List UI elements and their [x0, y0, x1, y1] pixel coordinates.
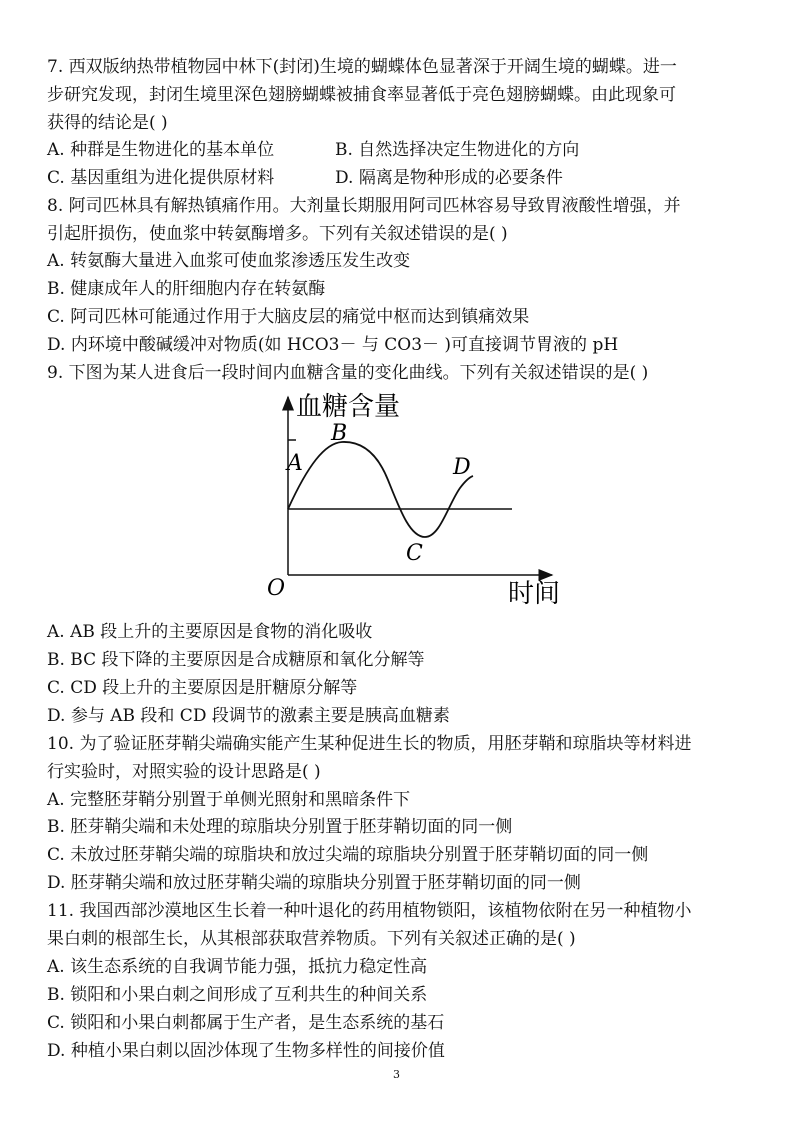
q8-option-b: B. 健康成年人的肝细胞内存在转氨酶 — [47, 279, 326, 299]
point-a-label: A — [287, 451, 303, 476]
blood-glucose-graph — [260, 385, 570, 610]
page-number: 3 — [393, 1068, 400, 1081]
q8-option-c: C. 阿司匹林可能通过作用于大脑皮层的痛觉中枢而达到镇痛效果 — [47, 307, 530, 327]
q8-stem-line-2: 引起肝损伤，使血浆中转氨酶增多。下列有关叙述错误的是( ) — [47, 224, 508, 244]
point-d-label: D — [453, 455, 471, 480]
q11-option-c: C. 锁阳和小果白刺都属于生产者，是生态系统的基石 — [47, 1013, 445, 1033]
q11-option-d: D. 种植小果白刺以固沙体现了生物多样性的间接价值 — [47, 1041, 445, 1061]
q7-option-a: A. 种群是生物进化的基本单位 — [47, 140, 275, 160]
q10-stem-line-2: 行实验时，对照实验的设计思路是( ) — [47, 762, 321, 782]
q10-option-a: A. 完整胚芽鞘分别置于单侧光照射和黑暗条件下 — [47, 790, 411, 810]
q10-option-d: D. 胚芽鞘尖端和放过胚芽鞘尖端的琼脂块分别置于胚芽鞘切面的同一侧 — [47, 873, 581, 893]
q8-option-d: D. 内环境中酸碱缓冲对物质(如 HCO3－ 与 CO3－ )可直接调节胃液的 pH — [47, 335, 619, 355]
q7-option-c: C. 基因重组为进化提供原材料 — [47, 168, 275, 188]
q7-stem-line-1: 7. 西双版纳热带植物园中林下(封闭)生境的蝴蝶体色显著深于开阔生境的蝴蝶。进一 — [47, 57, 677, 77]
q11-option-b: B. 锁阳和小果白刺之间形成了互利共生的种间关系 — [47, 985, 428, 1005]
q11-option-a: A. 该生态系统的自我调节能力强，抵抗力稳定性高 — [47, 957, 428, 977]
q9-option-a: A. AB 段上升的主要原因是食物的消化吸收 — [47, 622, 373, 642]
x-axis-label: 时间 — [508, 579, 561, 609]
q8-option-a: A. 转氨酶大量进入血浆可使血浆渗透压发生改变 — [47, 251, 411, 271]
q7-stem-line-2: 步研究发现，封闭生境里深色翅膀蝴蝶被捕食率显著低于亮色翅膀蝴蝶。由此现象可 — [47, 85, 676, 105]
glucose-curve — [288, 442, 473, 537]
q11-stem-line-1: 11. 我国西部沙漠地区生长着一种叶退化的药用植物锁阳，该植物依附在另一种植物小 — [47, 901, 692, 921]
q9-option-d: D. 参与 AB 段和 CD 段调节的激素主要是胰高血糖素 — [47, 706, 450, 726]
origin-label: O — [267, 576, 286, 601]
point-c-label: C — [406, 541, 423, 566]
q11-stem-line-2: 果白刺的根部生长，从其根部获取营养物质。下列有关叙述正确的是( ) — [47, 929, 576, 949]
y-axis-label: 血糖含量 — [296, 392, 401, 422]
q7-stem-line-3: 获得的结论是( ) — [47, 113, 168, 133]
q7-option-b: B. 自然选择决定生物进化的方向 — [335, 140, 580, 160]
q10-option-b: B. 胚芽鞘尖端和未处理的琼脂块分别置于胚芽鞘切面的同一侧 — [47, 817, 513, 837]
q10-option-c: C. 未放过胚芽鞘尖端的琼脂块和放过尖端的琼脂块分别置于胚芽鞘切面的同一侧 — [47, 845, 649, 865]
q9-option-b: B. BC 段下降的主要原因是合成糖原和氧化分解等 — [47, 650, 425, 670]
q9-option-c: C. CD 段上升的主要原因是肝糖原分解等 — [47, 678, 358, 698]
point-b-label: B — [331, 421, 348, 446]
q7-option-d: D. 隔离是物种形成的必要条件 — [335, 168, 563, 188]
q8-stem-line-1: 8. 阿司匹林具有解热镇痛作用。大剂量长期服用阿司匹林容易导致胃液酸性增强，并 — [47, 196, 681, 216]
q9-stem-line-1: 9. 下图为某人进食后一段时间内血糖含量的变化曲线。下列有关叙述错误的是( ) — [47, 363, 649, 383]
q10-stem-line-1: 10. 为了验证胚芽鞘尖端确实能产生某种促进生长的物质，用胚芽鞘和琼脂块等材料进 — [47, 734, 692, 754]
